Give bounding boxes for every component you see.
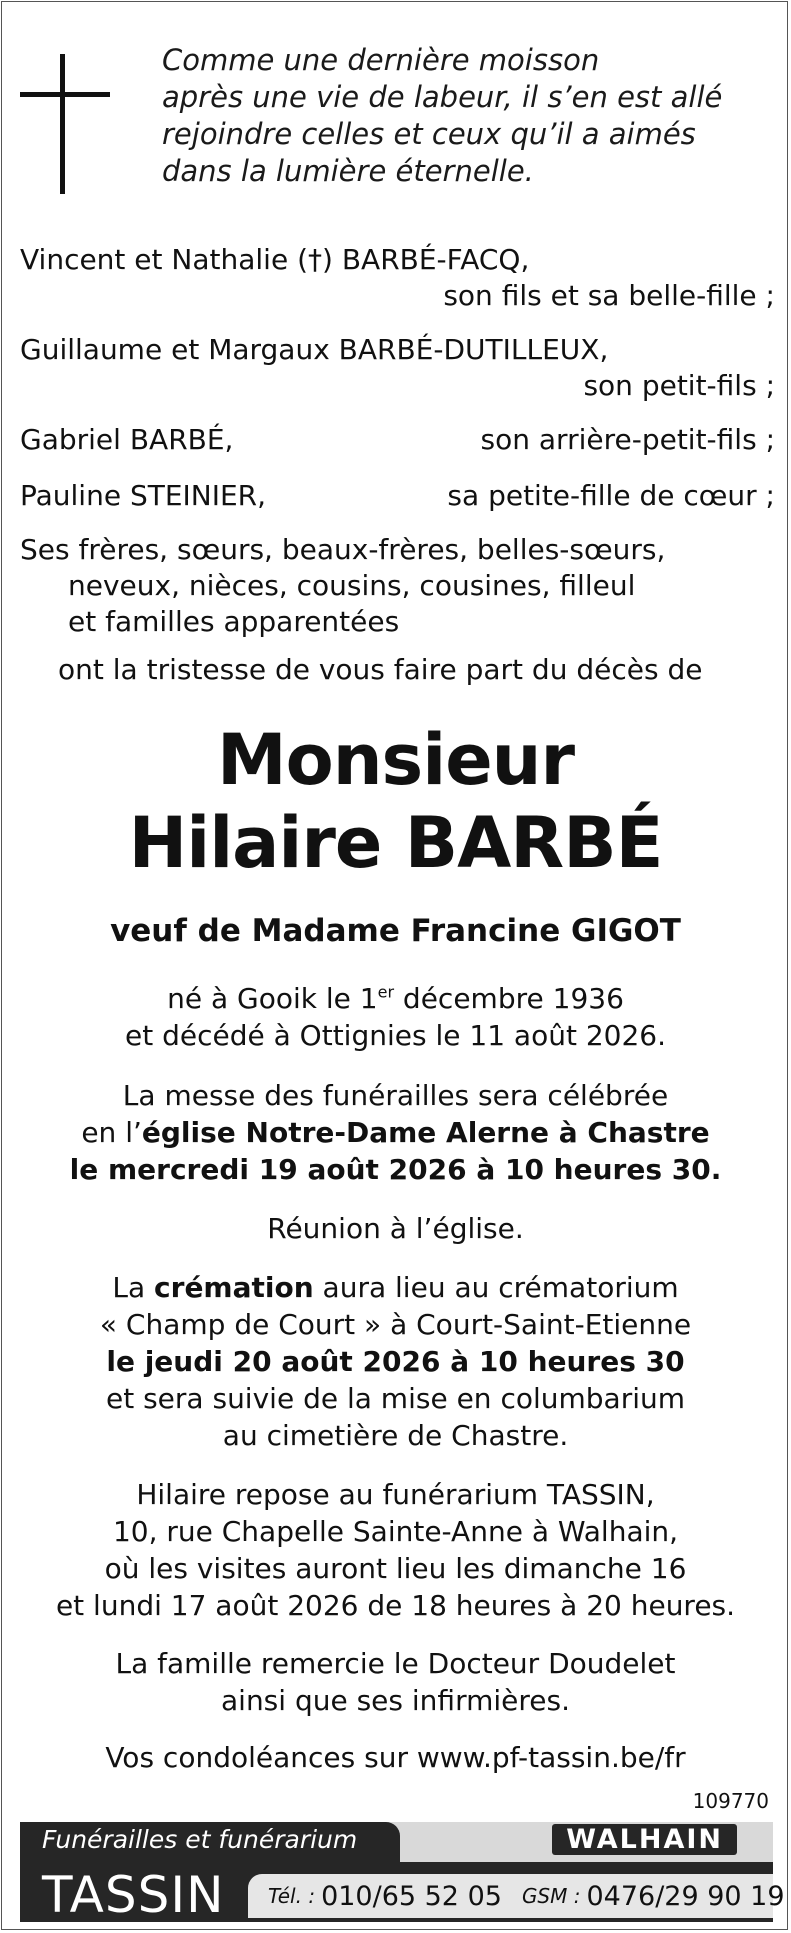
family-line: Ses frères, sœurs, beaux-frères, belles-sœurs, xyxy=(20,533,666,566)
rest-line: Hilaire repose au funérarium TASSIN, xyxy=(136,1478,655,1511)
poem xyxy=(162,42,762,190)
reference-number: 109770 xyxy=(692,1789,769,1813)
banner-phones xyxy=(248,1874,785,1918)
poem-line: Comme une dernière moisson xyxy=(162,43,600,77)
cremation-line: La crémation aura lieu au crématorium xyxy=(112,1271,679,1304)
family-line: Vincent et Nathalie (†) BARBÉ-FACQ, xyxy=(20,243,530,276)
mass-line: en l’église Notre-Dame Alerne à Chastre xyxy=(81,1116,710,1149)
gsm-label: GSM : xyxy=(521,1884,581,1908)
family-row xyxy=(20,422,775,458)
family-relation: son arrière-petit-fils ; xyxy=(480,423,775,456)
cremation-date: le jeudi 20 août 2026 à 10 heures 30 xyxy=(106,1345,685,1378)
rest-line: 10, rue Chapelle Sainte-Anne à Walhain, xyxy=(112,1515,679,1548)
banner-tagline: Funérailles et funérarium xyxy=(42,1825,358,1854)
cross-icon xyxy=(20,54,110,194)
family-relation: son fils et sa belle-fille ; xyxy=(443,279,775,312)
banner-brand: TASSIN xyxy=(42,1866,225,1924)
tel-number[interactable]: 010/65 52 05 xyxy=(321,1880,502,1912)
deceased-name: Hilaire BARBÉ xyxy=(128,802,663,884)
cremation-line: au cimetière de Chastre. xyxy=(222,1419,569,1452)
cremation-line: « Champ de Court » à Court-Saint-Etienne xyxy=(99,1308,692,1341)
family-line: Guillaume et Margaux BARBÉ-DUTILLEUX, xyxy=(20,333,609,366)
poem-line: dans la lumière éternelle. xyxy=(162,154,534,188)
mass-date: le mercredi 19 août 2026 à 10 heures 30. xyxy=(69,1153,722,1186)
family-relation: sa petite-fille de cœur ; xyxy=(447,479,775,512)
birth-line: né à Gooik le 1er décembre 1936 xyxy=(167,982,624,1015)
widow-line: veuf de Madame Francine GIGOT xyxy=(110,913,681,949)
family-row xyxy=(20,478,775,514)
rest-line: et lundi 17 août 2026 de 18 heures à 20 heures. xyxy=(55,1589,736,1622)
poem-line: rejoindre celles et ceux qu’il a aimés xyxy=(162,117,696,151)
mass-line: La messe des funérailles sera célébrée xyxy=(122,1079,669,1112)
family-relation: son petit-fils ; xyxy=(583,369,775,402)
family-line: ont la tristesse de vous faire part du décès de xyxy=(58,653,703,686)
banner-town: WALHAIN xyxy=(552,1824,737,1855)
obituary-notice xyxy=(1,1,788,1930)
poem-line: après une vie de labeur, il s’en est allé xyxy=(162,80,723,114)
tel-label: Tél. : xyxy=(268,1884,316,1908)
funeral-home-banner xyxy=(20,1822,785,1924)
family-line: neveux, nièces, cousins, cousines, filleul xyxy=(68,569,636,602)
deceased-title: Monsieur xyxy=(216,719,575,801)
family-line: et familles apparentées xyxy=(68,605,400,638)
gsm-number[interactable]: 0476/29 90 19 xyxy=(586,1880,785,1912)
family-name: Gabriel BARBÉ, xyxy=(20,423,234,456)
reunion-line: Réunion à l’église. xyxy=(267,1212,524,1245)
family-name: Pauline STEINIER, xyxy=(20,479,267,512)
death-line: et décédé à Ottignies le 11 août 2026. xyxy=(125,1019,666,1052)
rest-line: où les visites auront lieu les dimanche 16 xyxy=(104,1552,687,1585)
thanks-line: ainsi que ses infirmières. xyxy=(221,1684,570,1717)
cremation-line: et sera suivie de la mise en columbarium xyxy=(105,1382,686,1415)
thanks-line: La famille remercie le Docteur Doudelet xyxy=(115,1647,676,1680)
condolences-link[interactable]: Vos condoléances sur www.pf-tassin.be/fr xyxy=(105,1741,686,1774)
